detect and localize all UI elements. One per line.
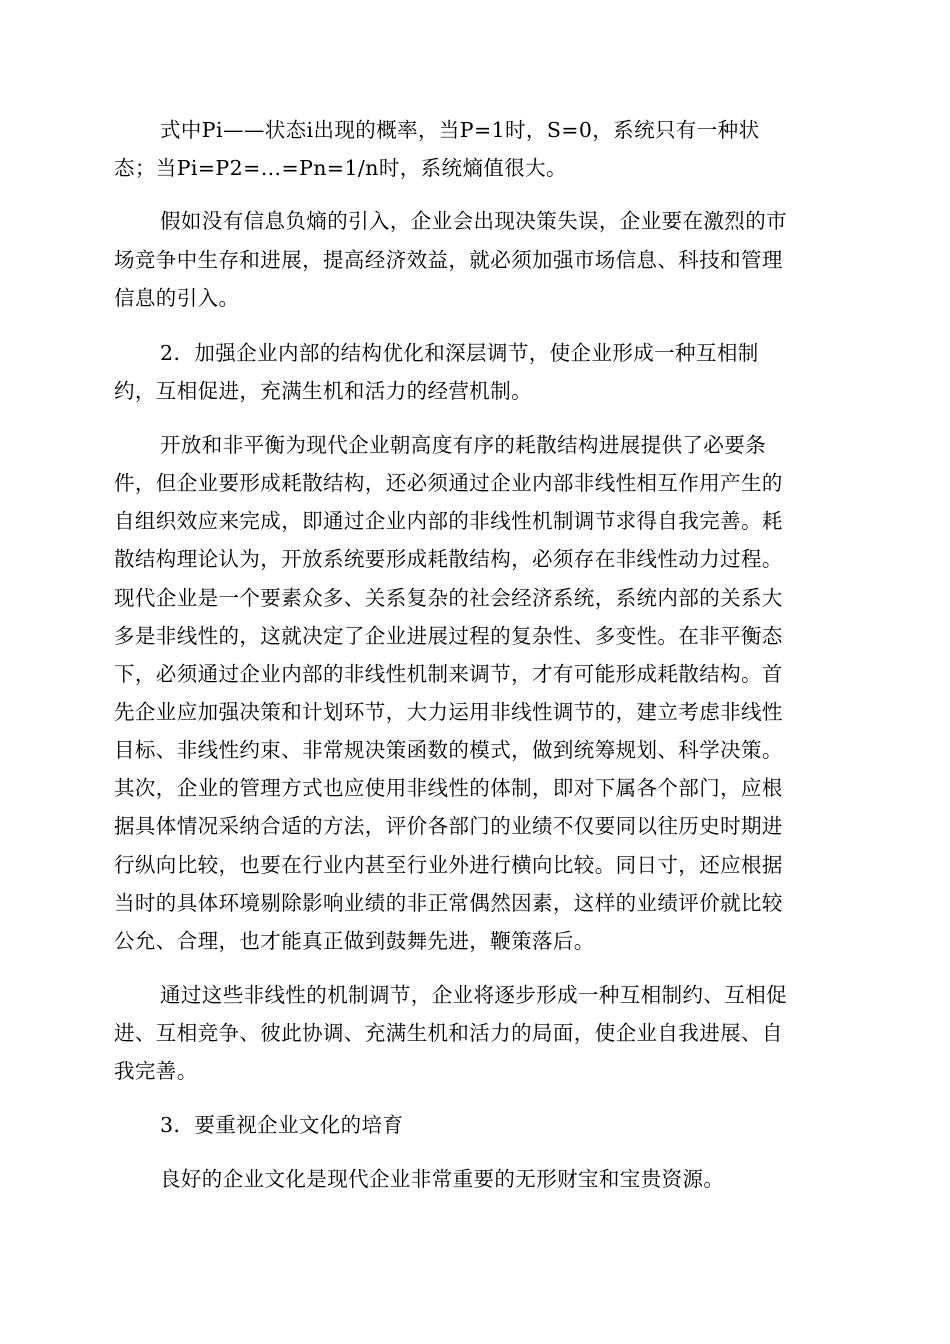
paragraph-4-line-8: 先企业应加强决策和计划环节，大力运用非线性调节的，建立考虑非线性	[114, 700, 783, 724]
paragraph-4-line-13: 当时的具体环境剔除影响业绩的非正常偶然因素，这样的业绩评价就比较	[114, 891, 783, 915]
paragraph-4-line-14: 公允、合理，也才能真正做到鼓舞先进，鞭策落后。	[114, 929, 595, 953]
paragraph-1-line-1: 式中Pi——状态i出现的概率，当P=1时，S=0，系统只有一种状	[160, 118, 760, 142]
paragraph-5-line-1: 通过这些非线性的机制调节，企业将逐步形成一种互相制约、互相促	[160, 983, 787, 1007]
paragraph-5-line-3: 我完善。	[114, 1059, 198, 1083]
paragraph-4-line-1: 开放和非平衡为现代企业朝高度有序的耗散结构进展提供了必要条	[160, 433, 767, 457]
paragraph-4-line-7: 下，必须通过企业内部的非线性机制来调节，才有可能形成耗散结构。首	[114, 662, 783, 686]
paragraph-3-line-1: 2．加强企业内部的结构优化和深层调节，使企业形成一种互相制	[160, 341, 759, 365]
paragraph-7-line-1: 良好的企业文化是现代企业非常重要的无形财宝和宝贵资源。	[160, 1167, 725, 1191]
paragraph-1-line-2: 态；当Pi=P2=…=Pn=1/n时，系统熵值很大。	[114, 156, 567, 180]
paragraph-4-line-12: 行纵向比较，也要在行业内甚至行业外进行横向比较。同日寸，还应根据	[114, 853, 783, 877]
section-heading-3: 3．要重视企业文化的培育	[160, 1113, 404, 1137]
paragraph-4-line-10: 其次，企业的管理方式也应使用非线性的体制，即对下属各个部门，应根	[114, 776, 783, 800]
paragraph-2-line-2: 场竞争中生存和进展，提高经济效益，就必须加强市场信息、科技和管理	[114, 248, 783, 272]
paragraph-4-line-5: 现代企业是一个要素众多、关系复杂的社会经济系统，系统内部的关系大	[114, 586, 783, 610]
paragraph-5-line-2: 进、互相竞争、彼此协调、充满生机和活力的局面，使企业自我进展、自	[114, 1021, 783, 1045]
paragraph-2-line-3: 信息的引入。	[114, 286, 240, 310]
paragraph-4-line-6: 多是非线性的，这就决定了企业进展过程的复杂性、多变性。在非平衡态	[114, 624, 783, 648]
paragraph-3-line-2: 约，互相促进，充满生机和活力的经营机制。	[114, 379, 532, 403]
paragraph-4-line-4: 散结构理论认为，开放系统要形成耗散结构，必须存在非线性动力过程。	[114, 547, 783, 571]
paragraph-2-line-1: 假如没有信息负熵的引入，企业会出现决策失误，企业要在激烈的市	[160, 209, 787, 233]
paragraph-4-line-9: 目标、非线性约束、非常规决策函数的模式，做到统筹规划、科学决策。	[114, 738, 783, 762]
paragraph-4-line-11: 据具体情况采纳合适的方法，评价各部门的业绩不仅要同以往历史时期进	[114, 814, 783, 838]
paragraph-4-line-2: 件，但企业要形成耗散结构，还必须通过企业内部非线性相互作用产生的	[114, 471, 783, 495]
paragraph-4-line-3: 自组织效应来完成，即通过企业内部的非线性机制调节求得自我完善。耗	[114, 509, 783, 533]
